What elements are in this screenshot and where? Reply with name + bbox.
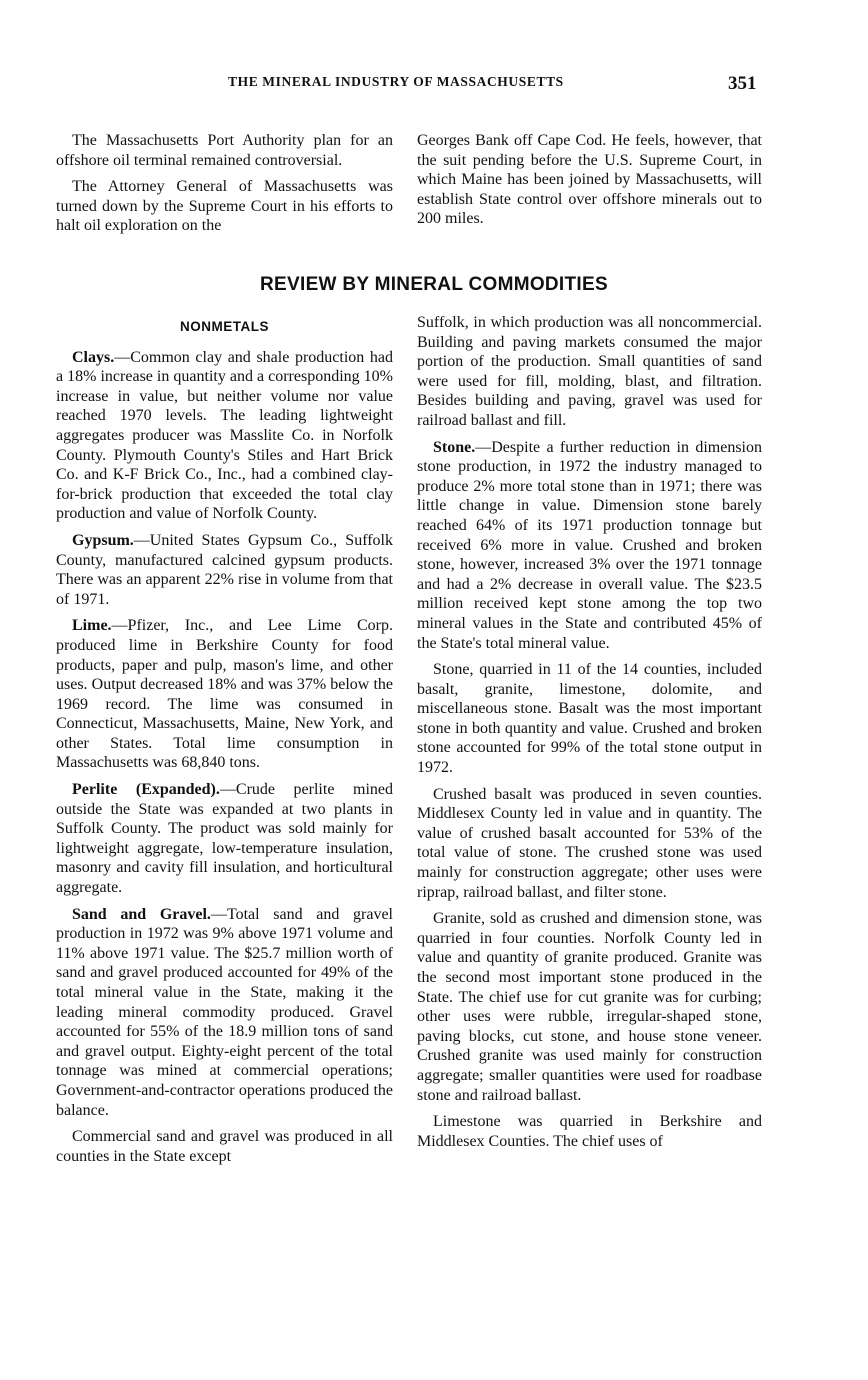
subsection-title: NONMETALS <box>180 319 269 334</box>
paragraph-granite <box>417 909 762 1105</box>
paragraph-text: Granite, sold as crushed and dimension stone, was quarried in four counties. Norfolk County led in value and quantity of granite produced. Granite was the second most important stone produced in the State. The chief use for cut granite was for curbing; other uses were rubble, irregular-shaped stone, paving blocks, cut stone, and house stone veneer. Crushed granite was used mainly for construction aggregate; smaller quantities were used for roadbase stone and railroad ballast. <box>417 910 762 1104</box>
paragraph-text: Commercial sand and gravel was produced in all counties in the State except <box>56 1128 393 1165</box>
intro-right-column <box>417 131 762 236</box>
paragraph-text: Crushed basalt was produced in seven counties. Middlesex County led in value and in quantity. The value of crushed basalt accounted for 53% of the total value of stone. The crushed stone was used mainly for construction aggregate; other uses were riprap, railroad ballast, and filter stone. <box>417 785 762 901</box>
paragraph-crushed-basalt <box>417 785 762 903</box>
paragraph-text: Limestone was quarried in Berkshire and Middlesex Counties. The chief uses of <box>417 1113 762 1150</box>
intro-left-column <box>56 131 393 243</box>
paragraph-text: —United States Gypsum Co., Suffolk County, manufactured calcined gypsum products. There was an apparent 22% rise in volume from that of 1971. <box>56 531 393 608</box>
section-title: REVIEW BY MINERAL COMMODITIES <box>260 274 608 295</box>
paragraph-text: —Crude perlite mined outside the State was expanded at two plants in Suffolk County. The product was sold mainly for lightweight aggregate, low-temperature insulation, masonry and cavity fill insulation, and horticultural aggregate. <box>56 781 393 897</box>
paragraph-term: Lime. <box>72 617 112 635</box>
paragraph-term: Perlite (Expanded). <box>72 781 220 799</box>
paragraph-stone-types <box>417 660 762 778</box>
paragraph: The Attorney General of Massachusetts was turned down by the Supreme Court in his efforts to halt oil exploration on the <box>56 178 393 235</box>
paragraph-stone <box>417 438 762 654</box>
paragraph-text: —Common clay and shale production had a 18% increase in quantity and a corresponding 10% increase in value, but neither volume nor value reached 1970 levels. The leading lightweight aggregates producer was Masslite Co. in Norfolk County. Plymouth County's Stiles and Hart Brick Co. and K-F Brick Co., Inc., had a combined clay-for-brick production that exceeded the total clay production and value of Norfolk County. <box>56 348 393 523</box>
paragraph: The Massachusetts Port Authority plan for an offshore oil terminal remained controversial. <box>56 132 393 169</box>
paragraph-continued <box>417 313 762 431</box>
paragraph-commercial-sand <box>56 1127 393 1166</box>
paragraph-term: Gypsum. <box>72 531 134 549</box>
running-title: THE MINERAL INDUSTRY OF MASSACHUSETTS <box>228 74 564 89</box>
right-column <box>417 313 762 1158</box>
paragraph-term: Clays. <box>72 348 115 366</box>
page-number: 351 <box>728 73 757 94</box>
paragraph-text: —Despite a further reduction in dimension stone production, in 1972 the industry managed to produce 2% more total stone than in 1971; there was little change in value. Dimension stone barely reached 64% of its 1971 production tonnage but received 6% more in value. Crushed and broken stone, however, increased 3% over the 1971 tonnage and had a 2% decrease in overall value. The $23.5 million received kept stone among the top two mineral values in the State and contributed 45% of the State's total mineral value. <box>417 438 762 652</box>
paragraph: Georges Bank off Cape Cod. He feels, however, that the suit pending before the U.S. Supreme Court, in which Maine has been joined by Massachusetts, will establish State control over offshore minerals out to 200 miles. <box>417 132 762 228</box>
paragraph-perlite <box>56 780 393 898</box>
paragraph-text: Suffolk, in which production was all noncommercial. Building and paving markets consumed the major portion of the production. Small quantities of sand were used for fill, molding, blast, and filtration. Besides building and paving, gravel was used for railroad ballast and fill. <box>417 314 762 429</box>
paragraph-lime <box>56 616 393 773</box>
paragraph-limestone <box>417 1112 762 1151</box>
paragraph-term: Stone. <box>433 438 476 456</box>
paragraph-text: —Total sand and gravel production in 1972 was 9% above 1971 volume and 11% above 1971 value. The $25.7 million worth of sand and gravel produced accounted for 49% of the total mineral value in the State, making it the leading mineral commodity produced. Gravel accounted for 55% of the 18.9 million tons of sand and gravel output. Eighty-eight percent of the total tonnage was mined at commercial operations; Government-and-contractor operations produced the balance. <box>56 905 393 1119</box>
left-column <box>56 319 393 1173</box>
paragraph-term: Sand and Gravel. <box>72 905 211 923</box>
paragraph-clays <box>56 348 393 524</box>
paragraph-text: Stone, quarried in 11 of the 14 counties, included basalt, granite, limestone, dolomite, and miscellaneous stone. Basalt was the most important stone in both quantity and value. Crushed and broken stone accounted for 99% of the total stone output in 1972. <box>417 661 762 777</box>
paragraph-sand-gravel <box>56 905 393 1121</box>
paragraph-text: —Pfizer, Inc., and Lee Lime Corp. produced lime in Berkshire County for food products, paper and pulp, mason's lime, and other uses. Output decreased 18% and was 37% below the 1969 record. The lime was consumed in Connecticut, Massachusetts, Maine, New York, and other States. Total lime consumption in Massachusetts was 68,840 tons. <box>56 617 393 772</box>
paragraph-gypsum <box>56 531 393 609</box>
